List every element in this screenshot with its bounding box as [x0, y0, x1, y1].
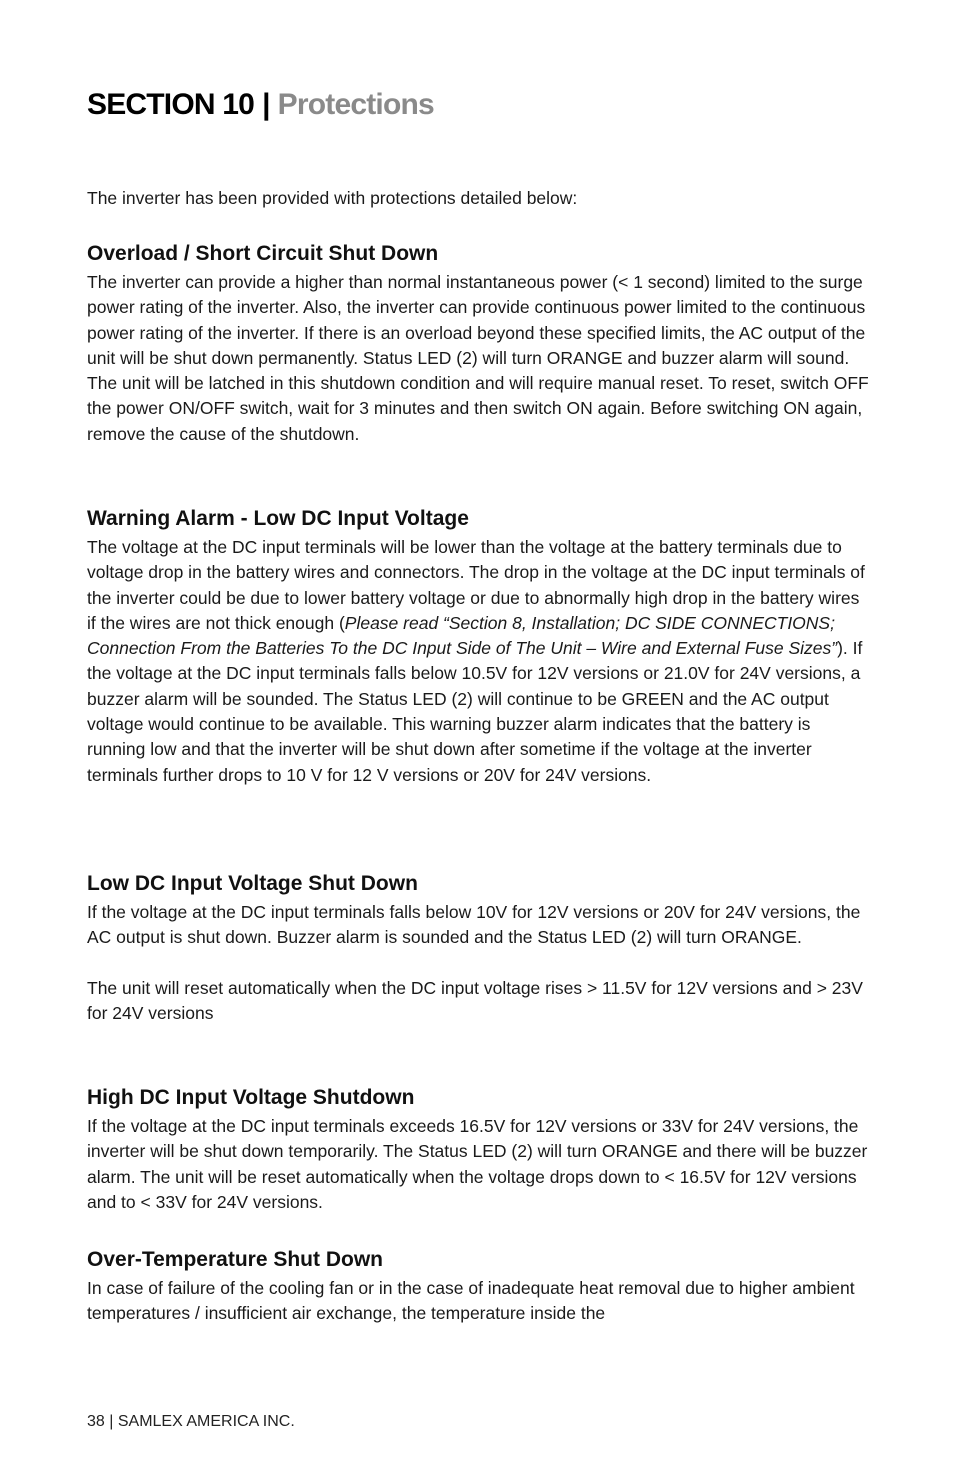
footer-separator: |	[109, 1413, 114, 1430]
paragraph-text: ). If the voltage at the DC input terminals falls below 10.5V for 12V versions or 21.0V for 24V versions, a buzzer alarm will be sounded. The Status LED (2) will continue to be GREEN and the AC output voltage would continue to be available. This warning buzzer alarm indicates that the battery is running low and that the inverter will be shut down after sometime if the voltage at the inverter terminals further drops to 10 V for 12 V versions or 20V for 24V versions.	[87, 638, 863, 785]
section-paragraph: In case of failure of the cooling fan or in the case of inadequate heat removal due to higher ambient temperatures / insufficient air exchange, the temperature inside the	[87, 1278, 855, 1324]
page-footer	[87, 1413, 295, 1431]
section-high-dc-shutdown	[87, 1084, 869, 1215]
page-title	[87, 88, 434, 122]
section-heading: Warning Alarm - Low DC Input Voltage	[87, 507, 469, 530]
section-overload	[87, 240, 869, 447]
section-heading: Over-Temperature Shut Down	[87, 1248, 383, 1271]
section-heading: Overload / Short Circuit Shut Down	[87, 242, 439, 265]
intro-text: The inverter has been provided with protections detailed below:	[87, 188, 578, 208]
section-heading: Low DC Input Voltage Shut Down	[87, 872, 418, 895]
section-warning-alarm	[87, 505, 869, 788]
section-heading: High DC Input Voltage Shutdown	[87, 1086, 415, 1109]
section-paragraph: If the voltage at the DC input terminals exceeds 16.5V for 12V versions or 33V for 24V versions, the inverter will be shut down temporarily. The Status LED (2) will turn ORANGE and there will be buzzer alarm. The unit will be reset automatically when the voltage drops down to < 16.5V for 12V versions and to < 33V for 24V versions.	[87, 1116, 868, 1212]
section-name: Protections	[277, 88, 434, 121]
section-low-dc-shutdown	[87, 870, 869, 1026]
title-separator: |	[262, 88, 270, 121]
page-number: 38	[87, 1413, 105, 1430]
company-name: SAMLEX AMERICA INC.	[117, 1413, 295, 1430]
section-paragraph	[87, 535, 869, 788]
section-over-temperature	[87, 1246, 869, 1327]
section-paragraph: The inverter can provide a higher than normal instantaneous power (< 1 second) limited to the surge power rating of the inverter. Also, the inverter can provide continuous power limited to the continuous power rating of the inverter. If there is an overload beyond these specified limits, the AC output of the unit will be shut down permanently. Status LED (2) will turn ORANGE and buzzer alarm will sound. The unit will be latched in this shutdown condition and will require manual reset. To reset, switch OFF the power ON/OFF switch, wait for 3 minutes and then switch ON again. Before switching ON again, remove the cause of the shutdown.	[87, 272, 869, 444]
section-number: SECTION 10	[87, 88, 255, 121]
paragraph-reference: Please read “Section 8, Installation; DC SIDE CONNECTIONS; Connection From the Batteries To the DC Input Side of The Unit – Wire and External Fuse Sizes”	[87, 612, 838, 659]
paragraph-text: The voltage at the DC input terminals will be lower than the voltage at the battery terminals due to voltage drop in the battery wires and connectors. The drop in the voltage at the DC input terminals of the inverter could be due to lower battery voltage or due to abnormally high drop in the battery wires if the wires are not thick enough (	[87, 537, 865, 633]
section-paragraph: The unit will reset automatically when the DC input voltage rises > 11.5V for 12V versions and > 23V for 24V versions	[87, 977, 863, 1023]
section-paragraph: If the voltage at the DC input terminals falls below 10V for 12V versions or 20V for 24V versions, the AC output is shut down. Buzzer alarm is sounded and the Status LED (2) will turn ORANGE.	[87, 902, 861, 948]
